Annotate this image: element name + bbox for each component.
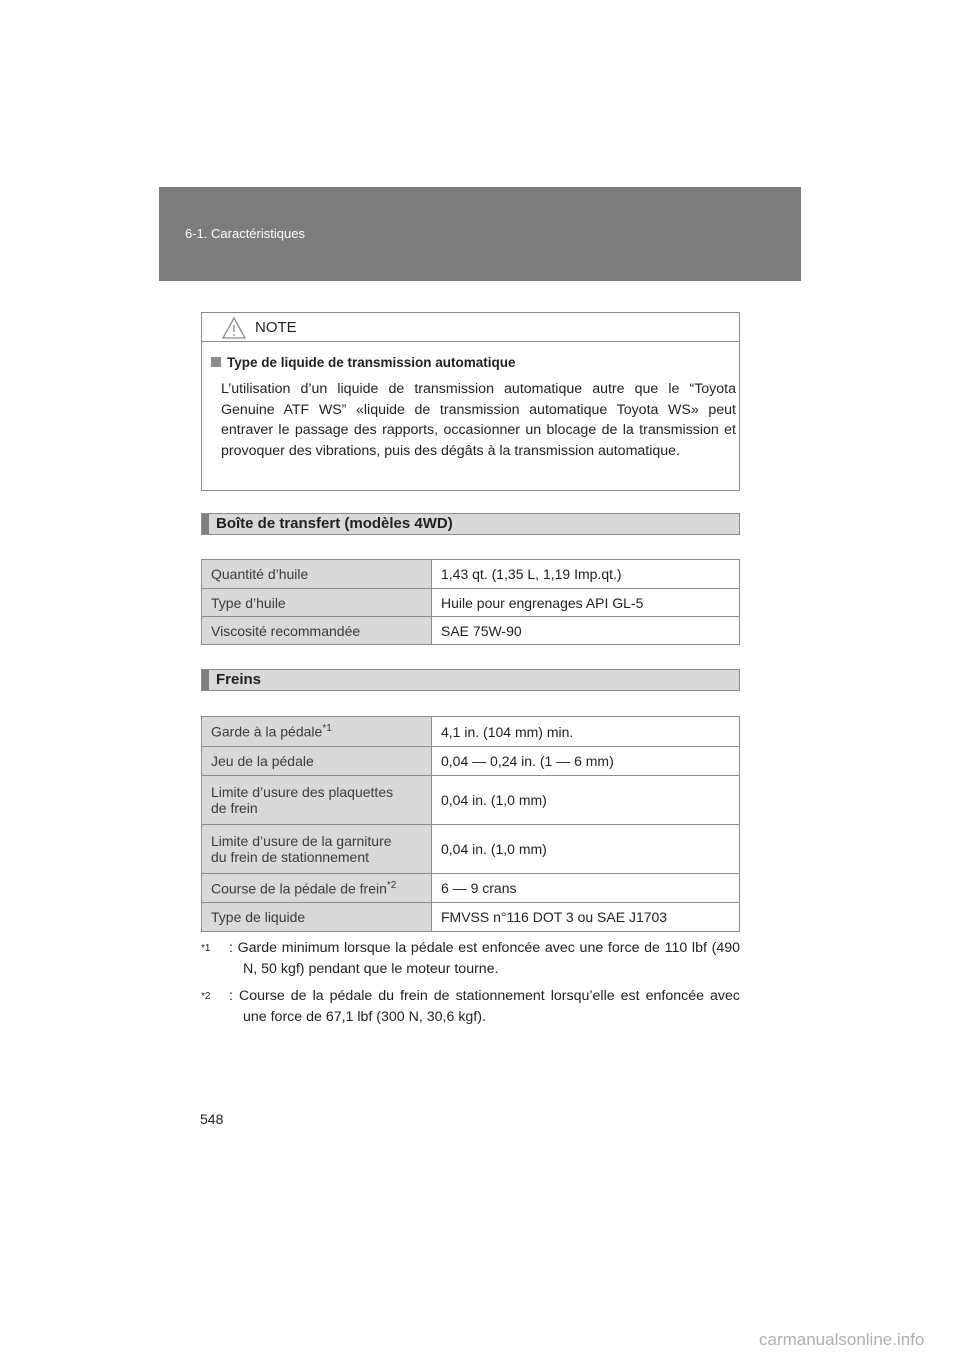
row-value: 1,43 qt. (1,35 L, 1,19 Imp.qt.) xyxy=(432,560,740,589)
warning-icon xyxy=(222,317,246,339)
row-label: Course de la pédale de frein$^{*2}$ xyxy=(202,874,432,903)
footnote-1 xyxy=(201,938,740,980)
row-value: FMVSS n°116 DOT 3 ou SAE J1703 xyxy=(432,903,740,932)
transfer-table xyxy=(201,559,740,645)
table-row xyxy=(202,589,740,617)
row-label: Type d’huile xyxy=(202,589,432,617)
row-label: Limite d’usure de la garniture du frein de stationnement xyxy=(202,825,432,874)
table-row xyxy=(202,874,740,903)
brakes-table xyxy=(201,716,740,932)
footnote-mark: *1 xyxy=(201,943,211,954)
table-row xyxy=(202,825,740,874)
footnote-2 xyxy=(201,986,740,1028)
brakes-section-title: Freins xyxy=(216,671,262,688)
row-value: 0,04 — 0,24 in. (1 — 6 mm) xyxy=(432,747,740,776)
table-row xyxy=(202,560,740,589)
note-title: NOTE xyxy=(255,319,297,336)
row-label: Viscosité recommandée xyxy=(202,617,432,645)
note-subtitle-text: Type de liquide de transmission automatique xyxy=(227,355,516,370)
table-row xyxy=(202,776,740,825)
row-value: 6 — 9 crans xyxy=(432,874,740,903)
table-row xyxy=(202,747,740,776)
note-subtitle xyxy=(211,355,516,370)
footnote-text: : Course de la pédale du frein de stationnement lorsqu’elle est enfoncée avec une force de 67,1 lbf (300 N, 30,6 kgf). xyxy=(229,988,740,1025)
row-label: Type de liquide xyxy=(202,903,432,932)
brakes-section-header xyxy=(201,669,740,691)
row-label: Limite d’usure des plaquettes de frein xyxy=(202,776,432,825)
transfer-section-title: Boîte de transfert (modèles 4WD) xyxy=(216,515,453,532)
table-row xyxy=(202,717,740,747)
table-row xyxy=(202,903,740,932)
footnote-ref: *2 xyxy=(386,879,397,891)
row-label: Jeu de la pédale xyxy=(202,747,432,776)
square-bullet-icon xyxy=(211,357,221,367)
footnote-text: : Garde minimum lorsque la pédale est enfoncée avec une force de 110 lbf (490 N, 50 kgf) pendant que le moteur tourne. xyxy=(229,940,740,977)
section-title: 6-1. Caractéristiques xyxy=(185,226,305,241)
row-value: SAE 75W-90 xyxy=(432,617,740,645)
row-label: Garde à la pédale$^{*1}$ xyxy=(202,717,432,747)
row-value: 4,1 in. (104 mm) min. xyxy=(432,717,740,747)
row-value: 0,04 in. (1,0 mm) xyxy=(432,776,740,825)
footnote-ref: *1 xyxy=(322,723,332,735)
transfer-section-header xyxy=(201,513,740,535)
page-number: 548 xyxy=(200,1111,224,1127)
chapter-header xyxy=(159,187,801,281)
row-label: Quantité d’huile xyxy=(202,560,432,589)
footnote-mark: *2 xyxy=(201,991,211,1002)
row-value: 0,04 in. (1,0 mm) xyxy=(432,825,740,874)
watermark: carmanualsonline.info xyxy=(759,1330,925,1349)
row-value: Huile pour engrenages API GL-5 xyxy=(432,589,740,617)
note-box xyxy=(201,312,740,491)
note-body: L’utilisation d’un liquide de transmission automatique autre que le “Toyota Genuine ATF WS” «liquide de transmission automatique Toyota WS» peut entraver le passage des rapports, occasionner un blocage de la transmission et provoquer des vibrations, puis des dégâts à la transmission automatique. xyxy=(221,381,736,459)
note-header xyxy=(202,313,739,342)
table-row xyxy=(202,617,740,645)
